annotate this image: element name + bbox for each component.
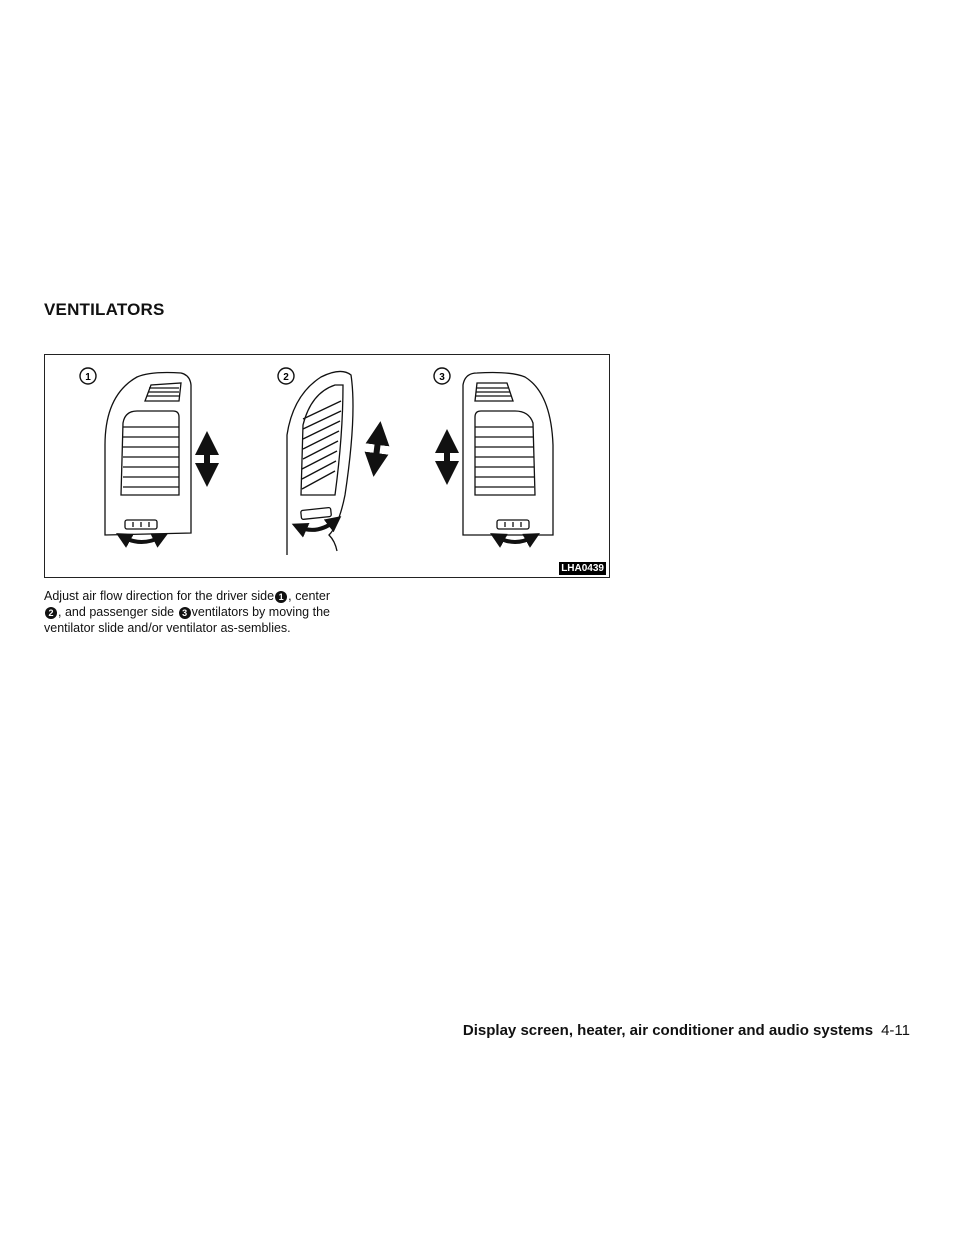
figure-code: LHA0439 xyxy=(561,563,604,574)
passenger-side-vent xyxy=(447,373,553,543)
body-text-part-2: , center xyxy=(288,589,330,603)
body-text-part-1: Adjust air flow direction for the driver side xyxy=(44,589,275,603)
footer-section-name: Display screen, heater, air conditioner and audio systems xyxy=(462,1022,874,1039)
callout-3-inline: 3 xyxy=(179,607,191,619)
body-paragraph xyxy=(44,588,330,636)
callout-3 xyxy=(434,368,450,384)
callout-3-label: 3 xyxy=(439,372,445,383)
callout-1 xyxy=(80,368,96,384)
center-vent xyxy=(287,371,379,555)
callout-1-label: 1 xyxy=(85,372,91,383)
section-title: VENTILATORS xyxy=(44,300,165,319)
ventilator-figure xyxy=(44,354,610,578)
callout-2-label: 2 xyxy=(283,372,289,383)
ventilator-illustration xyxy=(45,355,611,579)
callout-1-inline: 1 xyxy=(275,591,287,603)
body-text-part-4: ventilators by moving the ventilator slide and/or ventilator as-semblies. xyxy=(44,605,330,635)
callout-2-inline: 2 xyxy=(45,607,57,619)
callout-2 xyxy=(278,368,294,384)
page-footer xyxy=(463,1022,910,1039)
driver-side-vent xyxy=(105,373,207,543)
body-text-part-3: , and passenger side xyxy=(58,605,175,619)
page-number: 4-11 xyxy=(881,1022,910,1039)
